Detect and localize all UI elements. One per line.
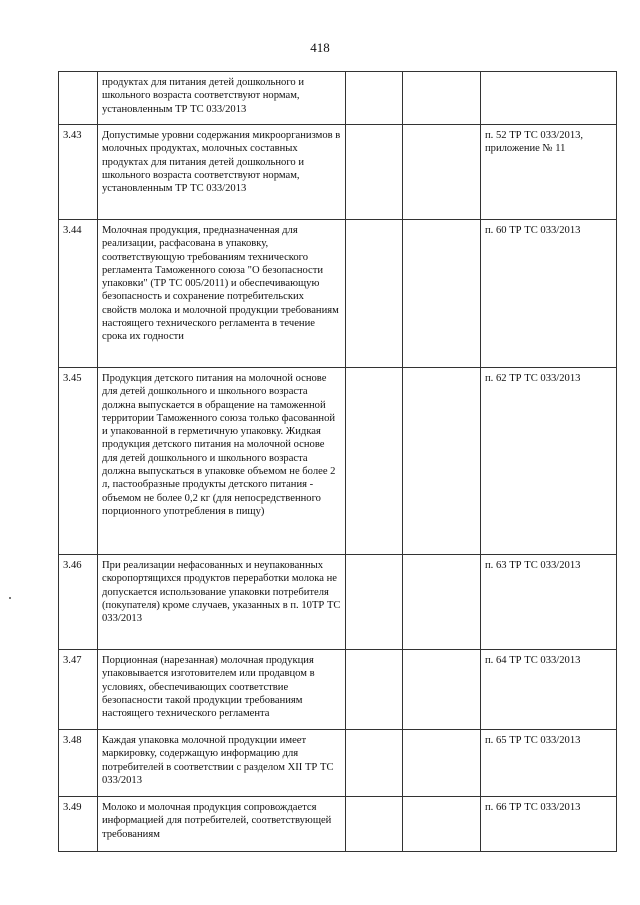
reference-text: п. 65 ТР ТС 033/2013: [481, 730, 617, 797]
table-row: [59, 555, 617, 650]
page-number: 418: [310, 40, 330, 55]
answer-yes-cell: [346, 72, 403, 125]
row-number: 3.45: [59, 368, 98, 555]
answer-yes-cell: [346, 730, 403, 797]
requirement-text: Каждая упаковка молочной продукции имеет маркировку, содержащую информацию для потребителей в соответствии с разделом XII ТР ТС 033/2013: [98, 730, 346, 797]
scan-speck: [9, 597, 11, 599]
answer-no-cell: [403, 368, 481, 555]
table-row: [59, 368, 617, 555]
requirement-text: Допустимые уровни содержания микроорганизмов в молочных продуктах, молочных составных продуктах для питания детей дошкольного и школьного возраста соответствуют нормам, установленным ТР ТС 033/2013: [98, 125, 346, 220]
answer-no-cell: [403, 650, 481, 730]
reference-text: п. 62 ТР ТС 033/2013: [481, 368, 617, 555]
requirement-text: Продукция детского питания на молочной основе для детей дошкольного и школьного возраста должна выпускается в обращение на таможенной территории Таможенного союза только фасованной и упакованной в герметичную упаковку. Жидкая продукция детского питания на молочной основе для детей дошкольного и школьного возраста должна выпускаться в упаковке объемом не более 2 л, пастообразные продукты детского питания - объемом не более 0,2 кг (для непосредственного порционного употребления в пищу): [98, 368, 346, 555]
row-number: 3.44: [59, 220, 98, 368]
row-number: 3.46: [59, 555, 98, 650]
reference-text: [481, 72, 617, 125]
reference-text: п. 64 ТР ТС 033/2013: [481, 650, 617, 730]
table-row: [59, 730, 617, 797]
answer-yes-cell: [346, 125, 403, 220]
reference-text: п. 66 ТР ТС 033/2013: [481, 797, 617, 852]
requirement-text: Молочная продукция, предназначенная для реализации, расфасована в упаковку, соответствующую требованиям технического регламента Таможенного союза "О безопасности упаковки" (ТР ТС 005/2011) и обеспечивающую безопасность и сохранение потребительских свойств молока и молочной продукции требованиям настоящего технического регламента в течение срока их годности: [98, 220, 346, 368]
requirement-text: Молоко и молочная продукция сопровождается информацией для потребителей, соответствующей требованиям: [98, 797, 346, 852]
requirement-text: продуктах для питания детей дошкольного и школьного возраста соответствуют нормам, установленным ТР ТС 033/2013: [98, 72, 346, 125]
table-row: [59, 220, 617, 368]
answer-no-cell: [403, 555, 481, 650]
reference-text: п. 52 ТР ТС 033/2013, приложение № 11: [481, 125, 617, 220]
answer-yes-cell: [346, 797, 403, 852]
answer-no-cell: [403, 730, 481, 797]
checklist-table: [58, 71, 617, 852]
reference-text: п. 63 ТР ТС 033/2013: [481, 555, 617, 650]
table-row: [59, 125, 617, 220]
row-number: [59, 72, 98, 125]
answer-yes-cell: [346, 220, 403, 368]
answer-yes-cell: [346, 555, 403, 650]
table-row: [59, 650, 617, 730]
answer-yes-cell: [346, 650, 403, 730]
answer-yes-cell: [346, 368, 403, 555]
row-number: 3.48: [59, 730, 98, 797]
answer-no-cell: [403, 220, 481, 368]
row-number: 3.49: [59, 797, 98, 852]
table-row: [59, 797, 617, 852]
requirement-text: Порционная (нарезанная) молочная продукция упаковывается изготовителем или продавцом в условиях, обеспечивающих соответствие безопасности такой продукции требованиям настоящего технического регламента: [98, 650, 346, 730]
answer-no-cell: [403, 797, 481, 852]
row-number: 3.47: [59, 650, 98, 730]
table-row: [59, 72, 617, 125]
requirement-text: При реализации нефасованных и неупакованных скоропортящихся продуктов переработки молока не допускается использование упаковки потребителя (покупателя) кроме случаев, указанных в п. 10ТР ТС 033/2013: [98, 555, 346, 650]
row-number: 3.43: [59, 125, 98, 220]
answer-no-cell: [403, 125, 481, 220]
reference-text: п. 60 ТР ТС 033/2013: [481, 220, 617, 368]
answer-no-cell: [403, 72, 481, 125]
